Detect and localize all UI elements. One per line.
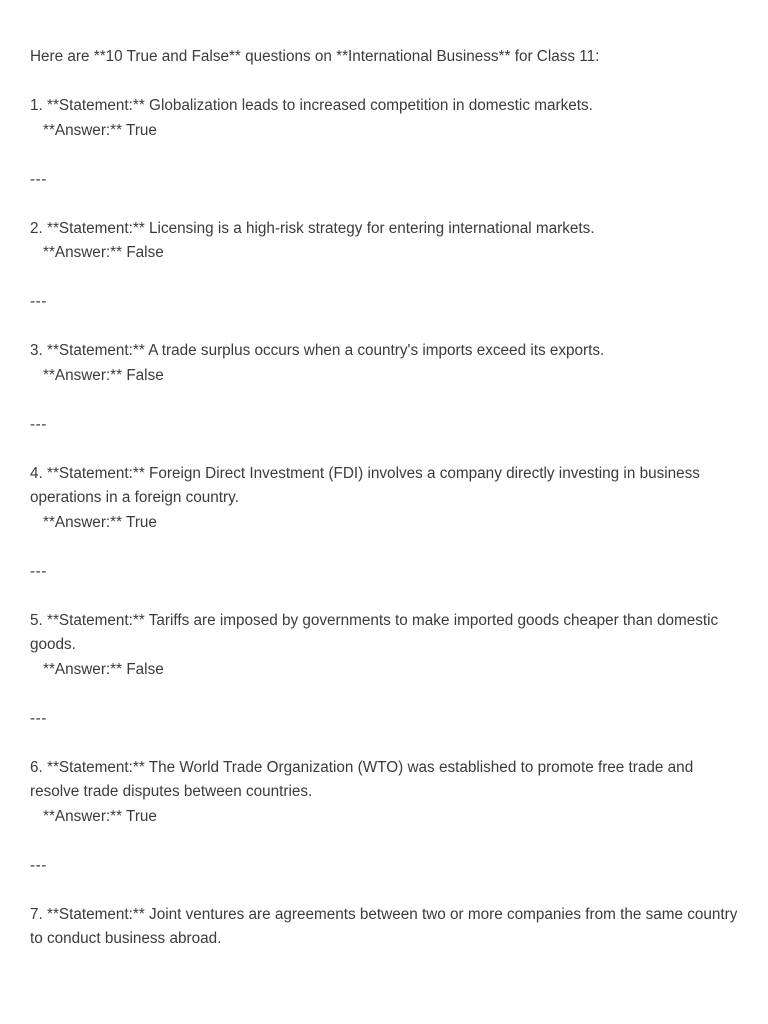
- separator: ---: [30, 170, 47, 188]
- intro-text: Here are **10 True and False** questions on **International Business** for Class 11:: [30, 48, 600, 65]
- question-statement: 6. **Statement:** The World Trade Organization (WTO) was established to promote free trade and resolve trade disputes between countries.: [30, 758, 694, 800]
- question-answer: **Answer:** False: [43, 660, 164, 678]
- question-answer: **Answer:** False: [43, 366, 164, 384]
- question-statement: 2. **Statement:** Licensing is a high-risk strategy for entering international markets.: [30, 219, 595, 237]
- question-item: [30, 94, 738, 143]
- question-item: [30, 462, 738, 536]
- separator: ---: [30, 415, 47, 433]
- question-answer: **Answer:** True: [43, 807, 157, 825]
- question-statement: 1. **Statement:** Globalization leads to increased competition in domestic markets.: [30, 97, 593, 114]
- question-answer: **Answer:** True: [43, 513, 157, 531]
- question-item: [30, 609, 738, 683]
- separator: ---: [30, 856, 47, 874]
- document-body: [30, 45, 738, 952]
- question-item: [30, 339, 738, 388]
- separator: ---: [30, 293, 47, 310]
- question-answer: **Answer:** True: [43, 121, 157, 139]
- question-item: [30, 217, 738, 266]
- question-item: [30, 756, 738, 830]
- question-statement: 7. **Statement:** Joint ventures are agreements between two or more companies from the same country to conduct business abroad.: [30, 905, 738, 947]
- question-statement: 4. **Statement:** Foreign Direct Investment (FDI) involves a company directly investing in business operations in a foreign country.: [30, 464, 700, 506]
- question-statement: 3. **Statement:** A trade surplus occurs when a country's imports exceed its exports.: [30, 342, 605, 359]
- separator: ---: [30, 562, 47, 580]
- question-answer: **Answer:** False: [43, 244, 164, 261]
- separator: ---: [30, 709, 47, 727]
- question-statement: 5. **Statement:** Tariffs are imposed by governments to make imported goods cheaper than domestic goods.: [30, 611, 719, 653]
- question-item: [30, 903, 738, 952]
